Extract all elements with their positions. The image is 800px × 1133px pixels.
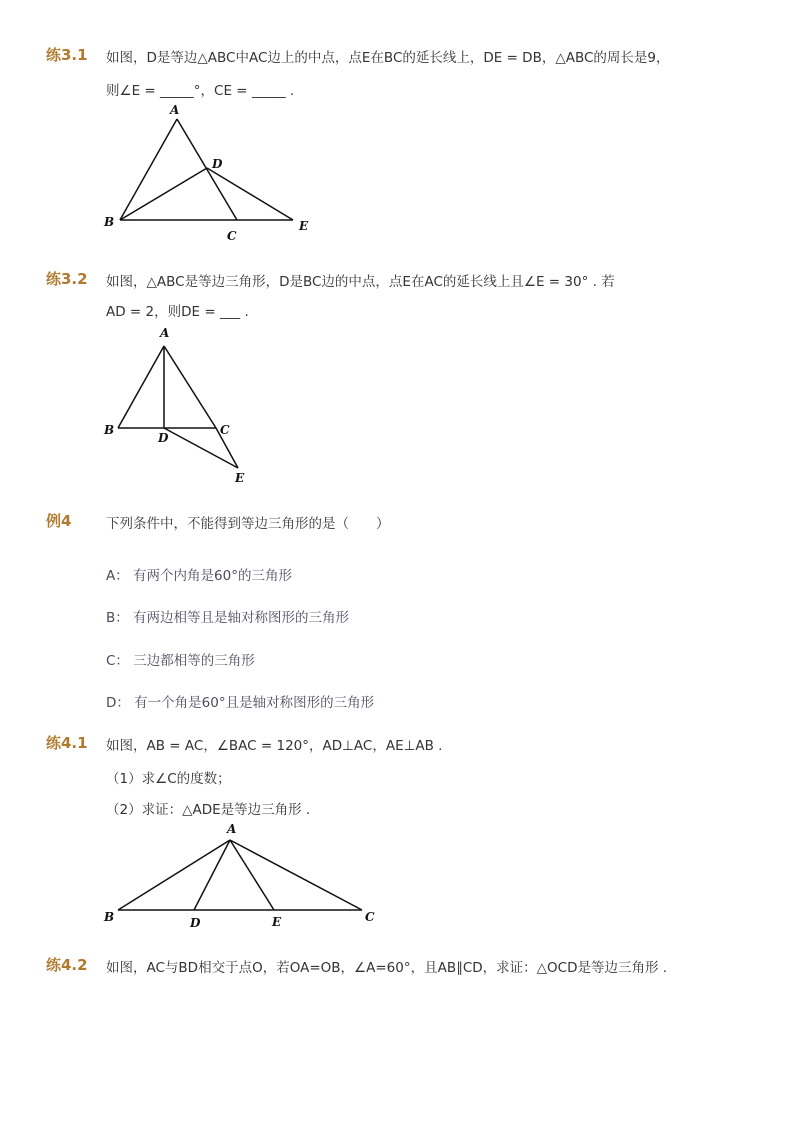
label-b: B <box>104 215 115 229</box>
problem-4-1-text: 如图，AB = AC，∠BAC = 120°，AD⊥AC，AE⊥AB . <box>106 738 443 754</box>
label-c: C <box>365 910 375 924</box>
figure-3-1 <box>100 100 320 250</box>
example-4-question: 下列条件中，不能得到等边三角形的是（ ） <box>106 516 390 532</box>
problem-3-2-given: AD = 2，则DE = ___ . <box>106 304 249 320</box>
label-d: D <box>190 916 201 930</box>
label-a: A <box>160 326 170 340</box>
label-e: E <box>299 219 309 233</box>
label-c: C <box>220 423 230 437</box>
problem-3-1-label: 练3.1 <box>46 46 88 64</box>
figure-4-1 <box>100 818 390 933</box>
problem-4-1-sub1: （1）求∠C的度数； <box>106 771 231 787</box>
label-b: B <box>104 423 115 437</box>
label-a: A <box>170 103 180 117</box>
problem-3-2-label: 练3.2 <box>46 270 88 288</box>
label-a: A <box>227 822 237 836</box>
option-c: C： 三边都相等的三角形 <box>106 653 255 669</box>
problem-4-1-sub2: （2）求证：△ADE是等边三角形 . <box>106 802 311 818</box>
problem-3-2-text: 如图，△ABC是等边三角形，D是BC边的中点，点E在AC的延长线上且∠E = 30° . 若 <box>106 274 615 290</box>
problem-3-1-text: 如图，D是等边△ABC中AC边上的中点，点E在BC的延长线上，DE = DB，△ABC的周长是9， <box>106 50 670 66</box>
label-e: E <box>235 471 245 485</box>
label-e: E <box>272 915 282 929</box>
figure-3-2 <box>100 320 260 490</box>
example-4-label: 例4 <box>46 512 72 530</box>
option-d: D： 有一个角是60°且是轴对称图形的三角形 <box>106 695 375 711</box>
problem-4-2-text: 如图，AC与BD相交于点O，若OA=OB，∠A=60°，且AB∥CD，求证：△OCD是等边三角形 . <box>106 960 668 976</box>
label-d: D <box>158 431 169 445</box>
option-a: A： 有两个内角是60°的三角形 <box>106 568 292 584</box>
label-d: D <box>212 157 223 171</box>
problem-4-1-label: 练4.1 <box>46 734 88 752</box>
problem-3-1-blanks: 则∠E = _____°，CE = _____ . <box>106 83 295 99</box>
problem-4-2-label: 练4.2 <box>46 956 88 974</box>
label-b: B <box>104 910 115 924</box>
label-c: C <box>227 229 237 243</box>
option-b: B： 有两边相等且是轴对称图形的三角形 <box>106 610 350 626</box>
